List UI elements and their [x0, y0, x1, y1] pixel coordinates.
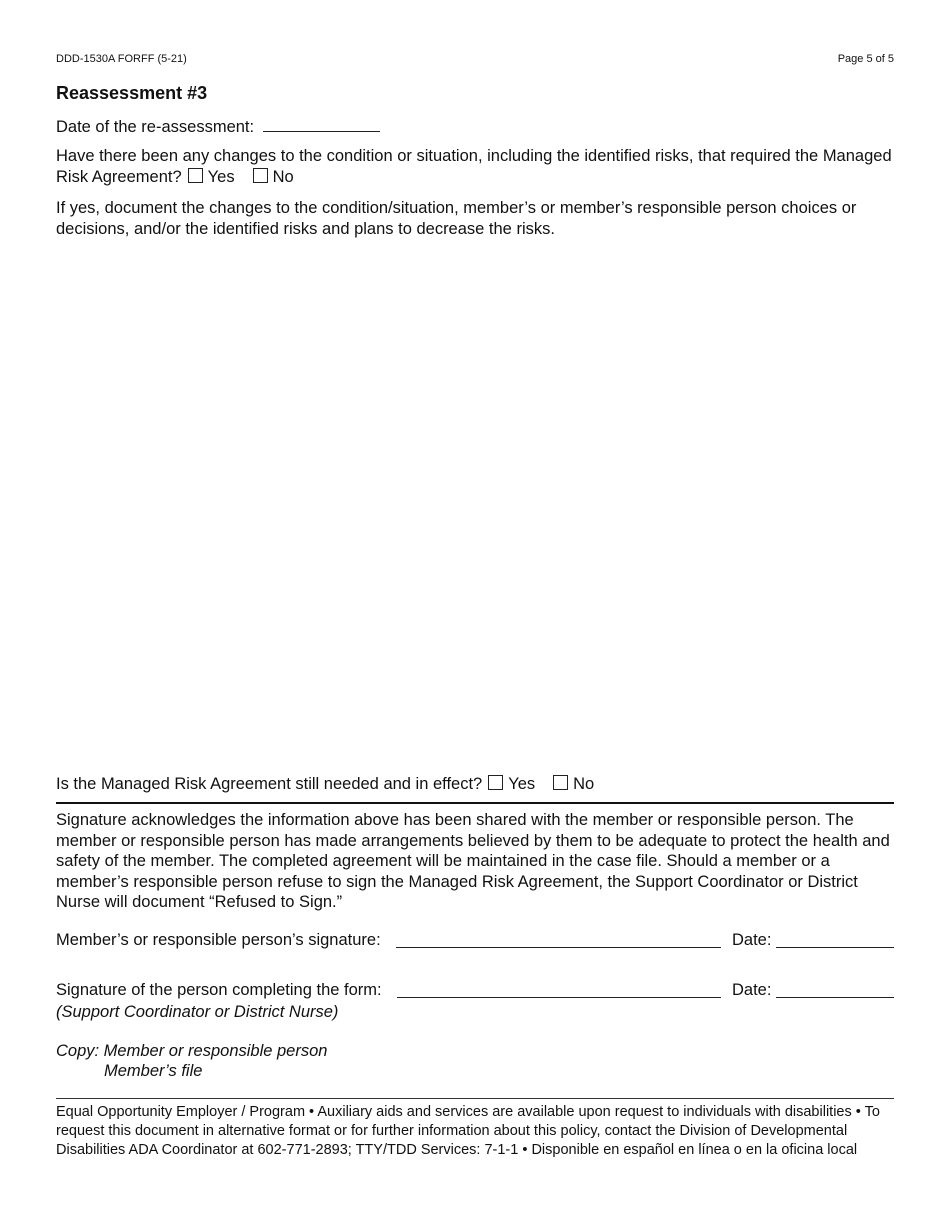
member-signature-label: Member’s or responsible person’s signature:	[56, 931, 381, 949]
page-number: Page 5 of 5	[837, 53, 894, 65]
changes-no-checkbox[interactable]	[253, 168, 268, 183]
member-signature-row	[56, 931, 894, 951]
changes-no-label: No	[272, 167, 294, 186]
completer-date-field[interactable]	[776, 997, 894, 998]
completer-signature-field[interactable]	[397, 997, 721, 998]
member-date-field[interactable]	[776, 947, 894, 948]
still-needed-yes-label: Yes	[508, 775, 536, 793]
section-title: Reassessment #3	[56, 83, 208, 103]
still-needed-yes-checkbox[interactable]	[488, 775, 503, 790]
changes-yes-label: Yes	[207, 167, 235, 186]
changes-documentation-area[interactable]	[56, 240, 894, 760]
footer-notice: Equal Opportunity Employer / Program • Auxiliary aids and services are available upon request to individuals with disabilities • To request this document in alternative format or for further information about this policy, contact the Division of Developmental Disabilities ADA Coordinator at 602-771-2893; TTY/TDD Services: 7-1-1 • Disponible en español en línea o en la oficina local	[56, 1104, 880, 1158]
still-needed-no-checkbox[interactable]	[553, 775, 568, 790]
completer-signature-label: Signature of the person completing the form:	[56, 981, 382, 999]
still-needed-question: Is the Managed Risk Agreement still needed and in effect?	[56, 775, 483, 793]
copy-line-2: Member’s file	[104, 1062, 203, 1080]
changes-question-block	[56, 146, 896, 187]
acknowledgement-text: Signature acknowledges the information above has been shared with the member or responsible person. The member or responsible person has made arrangements believed by them to be adequate to protect the health and safety of the member. The completed agreement will be maintained in the case file. Should a member or a member’s responsible person refuse to sign the Managed Risk Agreement, the Support Coordinator or District Nurse will document “Refused to Sign.”	[56, 811, 890, 911]
if-yes-instructions: If yes, document the changes to the condition/situation, member’s or member’s responsible person choices or decisions, and/or the identified risks and plans to decrease the risks.	[56, 199, 857, 238]
reassessment-date-row	[56, 116, 896, 138]
footer-divider	[56, 1098, 894, 1099]
reassessment-date-label: Date of the re-assessment:	[56, 118, 255, 136]
copy-line-1: Copy: Member or responsible person	[56, 1042, 328, 1060]
changes-question-text: Have there been any changes to the condition or situation, including the identified risks, that required the Managed Risk Agreement?	[56, 147, 892, 186]
member-signature-field[interactable]	[396, 947, 721, 948]
section-divider	[56, 802, 894, 804]
member-date-label: Date:	[732, 931, 772, 949]
completer-date-label: Date:	[732, 981, 772, 999]
still-needed-no-label: No	[573, 775, 595, 793]
changes-yes-checkbox[interactable]	[188, 168, 203, 183]
reassessment-date-field[interactable]	[263, 116, 380, 132]
still-needed-row	[56, 774, 896, 795]
completer-role: (Support Coordinator or District Nurse)	[56, 1003, 339, 1021]
completer-signature-row	[56, 981, 894, 1001]
form-id: DDD-1530A FORFF (5-21)	[56, 53, 187, 65]
